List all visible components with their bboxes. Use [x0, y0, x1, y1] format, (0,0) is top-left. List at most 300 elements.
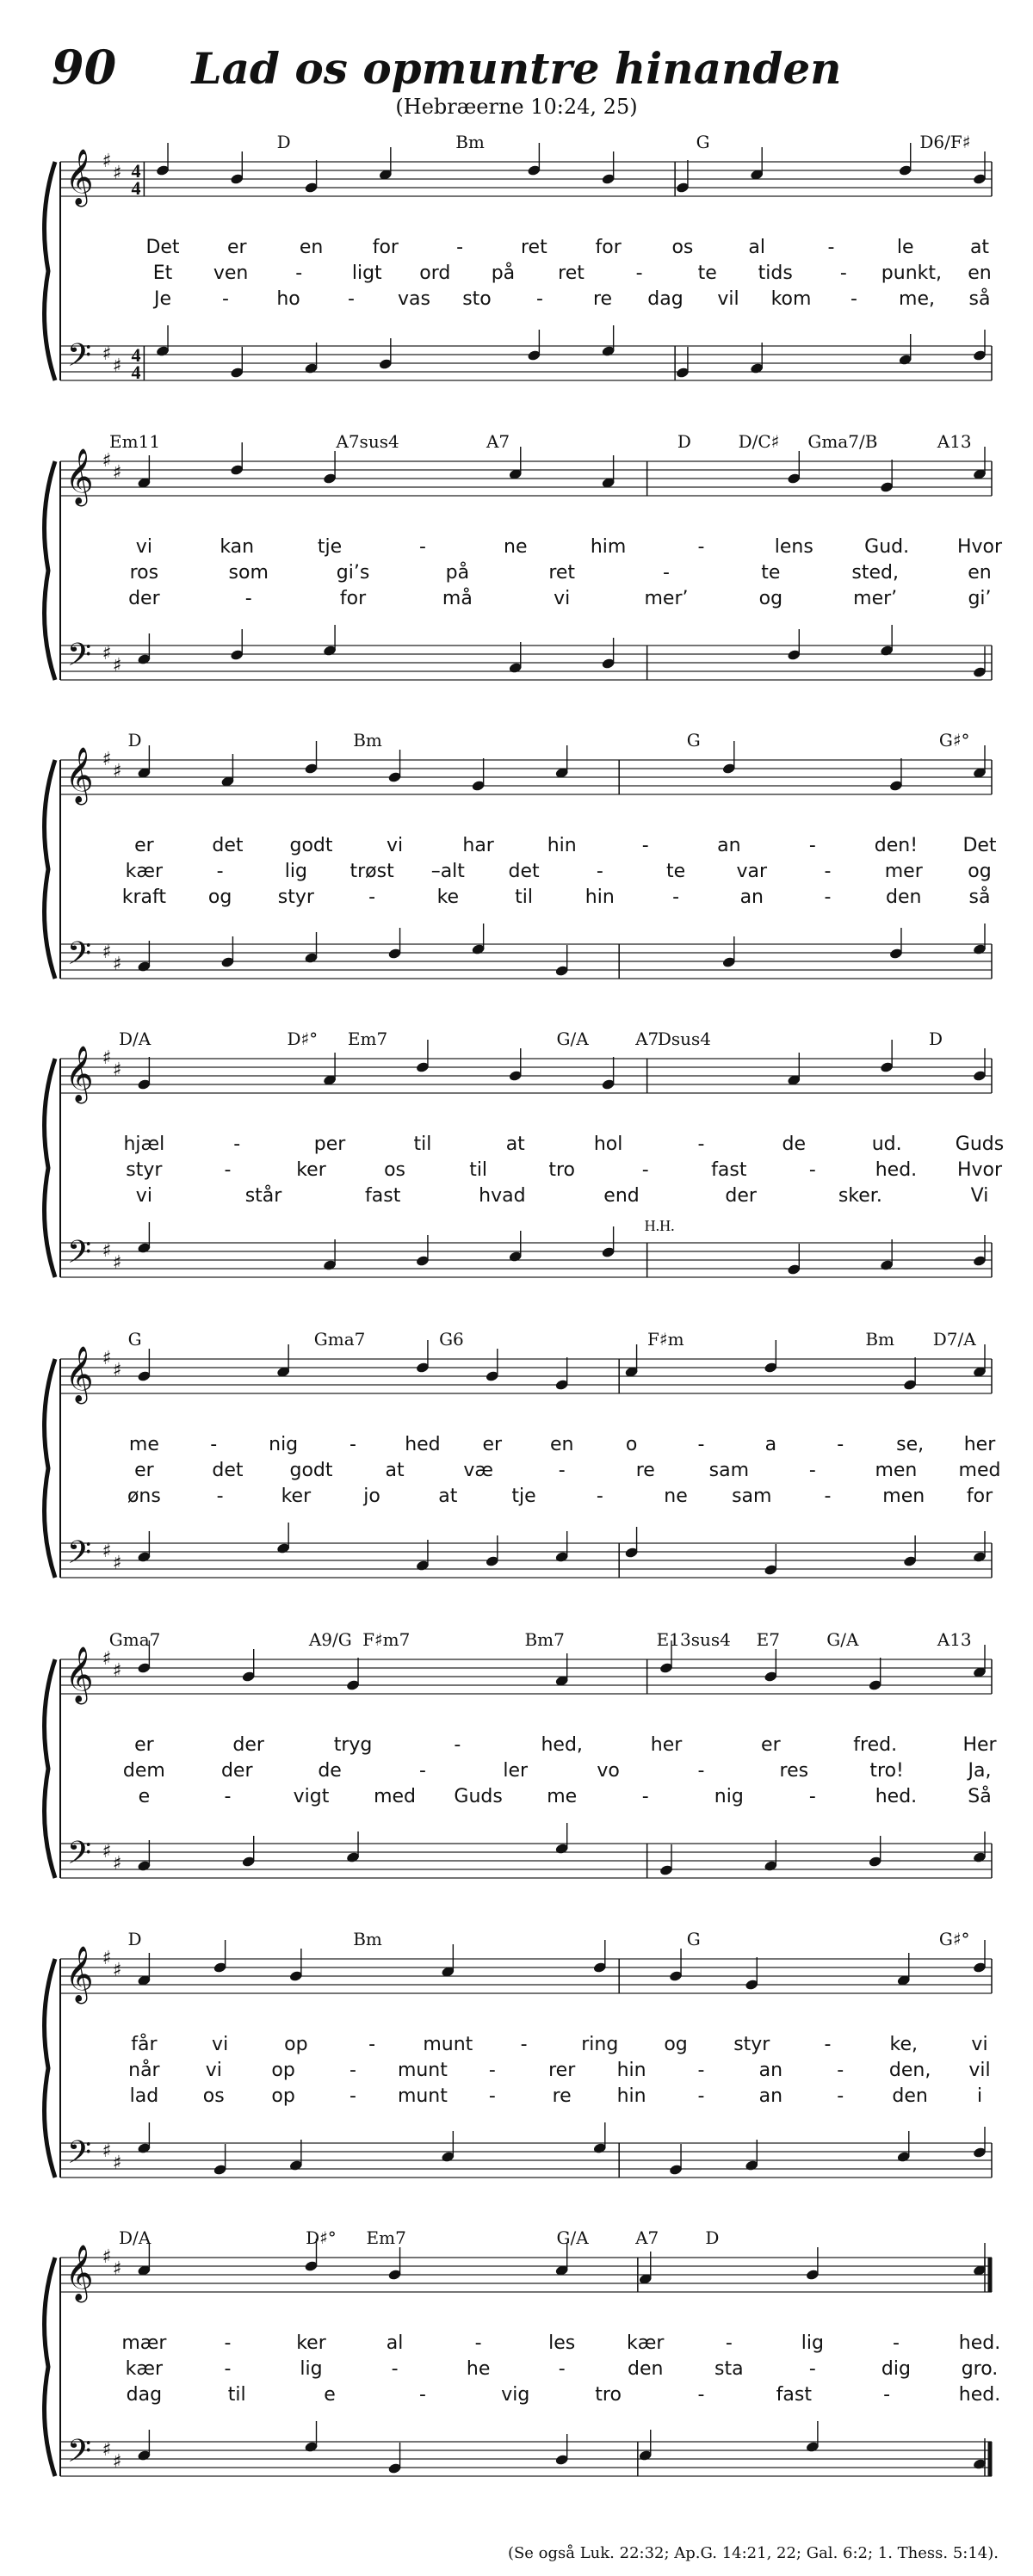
lyric-syllable: –alt: [430, 861, 465, 882]
lyric-syllable: an: [758, 2085, 783, 2107]
lyric-syllable: -: [808, 835, 816, 856]
lyric-syllable: munt: [397, 2060, 448, 2081]
lyric-syllable: tids: [758, 263, 793, 284]
lyric-syllable: hed.: [875, 1786, 918, 1807]
chord-symbol: Em11: [109, 431, 161, 452]
lyric-syllable: -: [641, 835, 649, 856]
chord-symbol: G♯°: [938, 730, 970, 751]
lyric-syllable: mer’: [644, 588, 689, 609]
key-sharp: ♯: [112, 655, 122, 676]
lyric-syllable: tro!: [869, 1760, 904, 1782]
time-signature-top: 4: [131, 344, 141, 366]
lyric-syllable: -: [224, 1159, 232, 1181]
lyric-syllable: kær: [627, 2332, 665, 2354]
lyric-syllable: -: [697, 1134, 705, 1155]
chord-symbol: D♯°: [306, 2227, 337, 2248]
lyric-syllable: kan: [220, 536, 255, 558]
lyric-syllable: e: [324, 2384, 336, 2406]
lyric-syllable: men: [882, 1486, 925, 1507]
lyric-syllable: -: [808, 1159, 816, 1181]
key-sharp: ♯: [112, 1553, 122, 1574]
lyric-syllable: det: [212, 1460, 244, 1481]
key-sharp: ♯: [102, 343, 112, 365]
lyric-syllable: res: [779, 1760, 809, 1782]
lyric-syllable: tryg: [333, 1734, 373, 1756]
lyric-syllable: -: [418, 536, 426, 558]
lyric-syllable: he: [466, 2358, 491, 2380]
lyric-syllable: tje: [511, 1486, 536, 1507]
lyric-syllable: her: [963, 1434, 996, 1455]
time-signature-bottom: 4: [131, 177, 141, 199]
lyric-syllable: kom: [770, 288, 812, 310]
lyric-syllable: te: [697, 263, 717, 284]
lyric-syllable: ker: [296, 2332, 326, 2354]
lyric-syllable: på: [491, 263, 516, 284]
lyric-syllable: mer’: [853, 588, 898, 609]
chord-symbol: A13: [937, 431, 972, 452]
lyric-syllable: væ: [463, 1460, 493, 1481]
lyric-syllable: Det: [962, 835, 997, 856]
chord-symbol: A13: [937, 1629, 972, 1650]
lyric-syllable: -: [224, 1786, 232, 1807]
bass-clef-icon: 𝄢: [66, 1535, 92, 1578]
lyric-syllable: -: [824, 2034, 832, 2055]
lyric-syllable: -: [697, 2384, 705, 2406]
lyric-syllable: ne: [664, 1486, 688, 1507]
lyric-syllable: hin: [616, 2085, 646, 2107]
lyric-syllable: him: [590, 536, 627, 558]
lyric-syllable: -: [824, 1486, 832, 1507]
lyric-syllable: var: [736, 861, 768, 882]
brace: [45, 162, 56, 380]
lyric-syllable: -: [456, 237, 464, 258]
lyric-syllable: Guds: [454, 1786, 503, 1807]
lyric-syllable: -: [725, 2332, 733, 2354]
lyric-syllable: med: [374, 1786, 417, 1807]
lyric-syllable: sto: [462, 288, 492, 310]
lyric-syllable: tro: [548, 1159, 576, 1181]
lyric-syllable: re: [552, 2085, 572, 2107]
lyric-syllable: hin: [616, 2060, 646, 2081]
lyric-syllable: står: [244, 1185, 282, 1207]
key-sharp: ♯: [112, 1360, 122, 1381]
chord-symbol: G: [686, 1929, 701, 1949]
lyric-syllable: -: [418, 1760, 426, 1782]
lyric-syllable: me: [128, 1434, 159, 1455]
lyric-syllable: lig: [801, 2332, 824, 2354]
key-sharp: ♯: [112, 2451, 122, 2473]
lyric-syllable: ring: [581, 2034, 619, 2055]
lyric-syllable: er: [761, 1734, 781, 1756]
lyric-syllable: fred.: [853, 1734, 898, 1756]
lyric-syllable: -: [697, 2060, 705, 2081]
lyric-syllable: rer: [548, 2060, 576, 2081]
lyric-syllable: sker.: [838, 1185, 882, 1207]
key-sharp: ♯: [112, 1660, 122, 1682]
chord-symbol: G: [127, 1329, 142, 1350]
chord-symbol: D: [929, 1029, 943, 1049]
lyric-syllable: her: [650, 1734, 683, 1756]
lyric-syllable: dem: [122, 1760, 165, 1782]
lyric-syllable: vi: [554, 588, 571, 609]
hymn-title: Lad os opmuntre hinanden: [191, 43, 842, 94]
lyric-syllable: en: [299, 237, 324, 258]
lyric-syllable: de: [782, 1134, 807, 1155]
lyric-syllable: på: [445, 562, 470, 584]
lyric-syllable: gro.: [961, 2358, 999, 2380]
lyric-syllable: styr: [126, 1159, 163, 1181]
lyric-syllable: -: [224, 2358, 232, 2380]
key-sharp: ♯: [102, 643, 112, 664]
lyric-syllable: -: [349, 1434, 357, 1455]
bass-clef-icon: 𝄢: [66, 1234, 92, 1278]
lyric-syllable: de: [318, 1760, 342, 1782]
lyric-syllable: en: [968, 263, 992, 284]
lyric-syllable: der: [232, 1734, 264, 1756]
lyric-syllable: o: [625, 1434, 638, 1455]
lyric-syllable: lig: [300, 2358, 323, 2380]
lyric-syllable: re: [635, 1460, 655, 1481]
key-sharp: ♯: [102, 2140, 112, 2162]
key-sharp: ♯: [112, 163, 122, 184]
lyric-syllable: os: [384, 1159, 406, 1181]
lyric-syllable: nig: [714, 1786, 744, 1807]
lyric-syllable: -: [488, 2060, 496, 2081]
lyric-syllable: les: [548, 2332, 576, 2354]
lyric-syllable: den,: [888, 2060, 931, 2081]
lyric-syllable: og: [968, 861, 992, 882]
lyric-syllable: a: [764, 1434, 777, 1455]
lyric-syllable: ke: [436, 886, 460, 908]
lyric-syllable: sam: [732, 1486, 772, 1507]
chord-symbol: A7: [635, 2227, 659, 2248]
lyric-syllable: op: [284, 2034, 308, 2055]
lyric-syllable: har: [462, 835, 494, 856]
lyric-syllable: styr: [733, 2034, 770, 2055]
chord-symbol: D/A: [118, 2227, 152, 2248]
lyric-syllable: al: [748, 237, 765, 258]
chord-symbol: Bm: [865, 1329, 894, 1350]
lyric-syllable: sted,: [851, 562, 899, 584]
lyric-syllable: Det: [145, 237, 180, 258]
lyric-syllable: os: [202, 2085, 225, 2107]
chord-symbol: G♯°: [938, 1929, 970, 1949]
chord-symbol: D/C♯: [738, 431, 780, 452]
chord-symbol: G/A: [826, 1629, 859, 1650]
lyric-syllable: -: [883, 2384, 891, 2406]
key-sharp: ♯: [102, 1648, 112, 1670]
lyric-syllable: hin: [585, 886, 615, 908]
chord-symbol: F♯m7: [362, 1629, 411, 1650]
lyric-syllable: at: [438, 1486, 458, 1507]
lyric-syllable: end: [603, 1185, 640, 1207]
treble-clef-icon: 𝄞: [65, 448, 94, 504]
lyric-syllable: -: [892, 2332, 900, 2354]
chord-symbol: G/A: [556, 2227, 589, 2248]
chord-symbol: A7: [486, 431, 510, 452]
key-sharp: ♯: [112, 1853, 122, 1875]
key-sharp: ♯: [102, 749, 112, 770]
lyric-syllable: -: [827, 237, 835, 258]
treble-clef-icon: 𝄞: [65, 1046, 94, 1102]
chord-symbol: E7: [756, 1629, 780, 1650]
lyric-syllable: op: [271, 2085, 295, 2107]
lyric-syllable: vas: [398, 288, 430, 310]
lyric-syllable: ord: [419, 263, 451, 284]
lyric-syllable: sta: [714, 2358, 744, 2380]
lyric-syllable: -: [824, 861, 832, 882]
lyric-syllable: Ja,: [968, 1760, 992, 1782]
lyric-syllable: ligt: [351, 263, 382, 284]
chord-symbol: A7: [635, 1029, 659, 1049]
key-sharp: ♯: [102, 450, 112, 472]
lyric-syllable: hed.: [875, 1159, 918, 1181]
lyric-syllable: er: [226, 237, 247, 258]
lyric-syllable: Guds: [955, 1134, 1005, 1155]
lyric-syllable: der: [725, 1185, 757, 1207]
chord-symbol: Bm: [353, 1929, 382, 1949]
lyric-syllable: vo: [597, 1760, 620, 1782]
treble-clef-icon: 𝄞: [65, 747, 94, 803]
lyric-syllable: te: [761, 562, 781, 584]
lyric-syllable: kær: [125, 2358, 164, 2380]
lyric-syllable: det: [508, 861, 540, 882]
hymn-number: 90: [52, 40, 117, 95]
lyric-syllable: -: [808, 1786, 816, 1807]
lyric-syllable: fast: [776, 2384, 812, 2406]
lyric-syllable: ret: [558, 263, 585, 284]
lyric-syllable: vig: [501, 2384, 530, 2406]
lyric-syllable: -: [418, 2384, 426, 2406]
lyric-syllable: vil: [717, 288, 739, 310]
lyric-syllable: -: [474, 2332, 482, 2354]
key-sharp: ♯: [102, 2246, 112, 2268]
lyric-syllable: -: [222, 288, 229, 310]
chord-symbol: D♯°: [287, 1029, 319, 1049]
lyric-syllable: Et: [152, 263, 173, 284]
lyric-syllable: fast: [711, 1159, 747, 1181]
lyric-syllable: -: [697, 1760, 705, 1782]
lyric-syllable: ros: [129, 562, 159, 584]
key-sharp: ♯: [102, 1948, 112, 1969]
lyric-syllable: me: [547, 1786, 578, 1807]
lyric-syllable: i: [976, 2085, 983, 2107]
lyric-syllable: gi’s: [336, 562, 370, 584]
lyric-syllable: te: [665, 861, 686, 882]
chord-symbol: Bm: [455, 132, 485, 152]
lyric-syllable: an: [739, 886, 764, 908]
lyric-syllable: munt: [397, 2085, 448, 2107]
lyric-syllable: den!: [874, 835, 919, 856]
lyric-syllable: lad: [129, 2085, 159, 2107]
lyric-syllable: hed.: [958, 2384, 1001, 2406]
lyric-syllable: le: [896, 237, 914, 258]
lyric-syllable: mær: [121, 2332, 167, 2354]
lyric-syllable: øns: [127, 1486, 161, 1507]
lyric-syllable: -: [808, 1460, 816, 1481]
lyric-syllable: er: [482, 1434, 503, 1455]
lyric-syllable: Her: [962, 1734, 997, 1756]
brace: [45, 1359, 56, 1578]
key-sharp: ♯: [102, 2439, 112, 2461]
lyric-syllable: hvad: [479, 1185, 526, 1207]
lyric-syllable: e: [138, 1786, 151, 1807]
lyric-syllable: -: [391, 2358, 399, 2380]
lyric-syllable: til: [413, 1134, 432, 1155]
lyric-syllable: Så: [968, 1786, 992, 1807]
lyric-syllable: at: [505, 1134, 525, 1155]
lyric-syllable: lig: [284, 861, 307, 882]
key-sharp: ♯: [102, 1240, 112, 1262]
lyric-syllable: -: [672, 886, 680, 908]
lyric-syllable: er: [134, 835, 154, 856]
lyric-syllable: til: [469, 1159, 488, 1181]
lyric-syllable: der: [220, 1760, 253, 1782]
brace: [45, 760, 56, 979]
lyric-syllable: -: [641, 1786, 649, 1807]
key-sharp: ♯: [102, 1348, 112, 1369]
chord-symbol: Bm7: [524, 1629, 565, 1650]
lyric-syllable: ler: [503, 1760, 529, 1782]
lyric-syllable: ven: [213, 263, 249, 284]
lyric-syllable: lens: [774, 536, 813, 558]
lyric-syllable: fast: [365, 1185, 401, 1207]
footer-references: (Se også Luk. 22:32; Ap.G. 14:21, 22; Gal. 6:2; 1. Thess. 5:14).: [507, 2544, 999, 2562]
key-sharp: ♯: [112, 954, 122, 975]
lyric-syllable: for: [595, 237, 622, 258]
key-sharp: ♯: [112, 2153, 122, 2174]
lyric-syllable: -: [368, 2034, 376, 2055]
lyric-syllable: og: [664, 2034, 688, 2055]
lyric-syllable: -: [596, 1486, 603, 1507]
lyric-syllable: vigt: [293, 1786, 330, 1807]
lyric-syllable: Gud.: [864, 536, 910, 558]
lyric-syllable: dag: [126, 2384, 163, 2406]
lyric-syllable: -: [837, 1434, 844, 1455]
chord-symbol: A7sus4: [336, 431, 399, 452]
hh-marking: H.H.: [644, 1217, 675, 1234]
lyric-syllable: hed,: [541, 1734, 583, 1756]
lyric-syllable: tro: [595, 2384, 622, 2406]
lyric-syllable: se,: [896, 1434, 925, 1455]
lyric-syllable: ret: [548, 562, 576, 584]
brace: [45, 1659, 56, 1878]
lyric-syllable: -: [808, 2358, 816, 2380]
lyric-syllable: -: [558, 2358, 566, 2380]
lyric-syllable: Hvor: [956, 1159, 1003, 1181]
lyric-syllable: og: [758, 588, 783, 609]
lyric-syllable: med: [958, 1460, 1001, 1481]
chord-symbol: F♯m: [647, 1329, 684, 1350]
key-sharp: ♯: [112, 761, 122, 782]
lyric-syllable: den: [886, 886, 922, 908]
lyric-syllable: kraft: [121, 886, 167, 908]
lyric-syllable: sam: [708, 1460, 750, 1481]
lyric-syllable: for: [372, 237, 399, 258]
chord-symbol: Em7: [347, 1029, 388, 1049]
lyric-syllable: vi: [135, 536, 152, 558]
lyric-syllable: -: [851, 288, 857, 310]
lyric-syllable: -: [520, 2034, 528, 2055]
lyric-syllable: hol: [593, 1134, 623, 1155]
key-sharp: ♯: [112, 2258, 122, 2280]
lyric-syllable: hed: [405, 1434, 441, 1455]
lyric-syllable: som: [228, 562, 269, 584]
lyric-syllable: kær: [125, 861, 164, 882]
chord-symbol: D: [705, 2227, 720, 2248]
chord-symbol: D6/F♯: [919, 132, 971, 152]
lyric-syllable: me,: [899, 288, 935, 310]
lyric-syllable: -: [349, 2085, 357, 2107]
treble-clef-icon: 𝄞: [65, 1346, 94, 1402]
lyric-syllable: hin: [547, 835, 577, 856]
lyric-syllable: ke,: [889, 2034, 919, 2055]
lyric-syllable: godt: [289, 835, 333, 856]
lyric-syllable: for: [966, 1486, 993, 1507]
lyric-syllable: det: [212, 835, 244, 856]
lyric-syllable: for: [339, 588, 367, 609]
lyric-syllable: til: [227, 2384, 246, 2406]
lyric-syllable: ker: [296, 1159, 326, 1181]
bass-clef-icon: 𝄢: [66, 637, 92, 681]
key-sharp: ♯: [112, 1960, 122, 1981]
lyric-syllable: en: [549, 1434, 574, 1455]
lyric-syllable: -: [210, 1434, 218, 1455]
lyric-syllable: nig: [269, 1434, 299, 1455]
bass-clef-icon: 𝄢: [66, 1835, 92, 1879]
lyric-syllable: -: [641, 1159, 649, 1181]
key-sharp: ♯: [102, 1841, 112, 1863]
lyric-syllable: per: [313, 1134, 346, 1155]
chord-symbol: Gma7: [108, 1629, 161, 1650]
lyric-syllable: vi: [386, 835, 404, 856]
chord-symbol: Gma7: [313, 1329, 366, 1350]
lyric-syllable: hjæl: [123, 1134, 165, 1155]
bass-clef-icon: 𝄢: [66, 2134, 92, 2178]
lyric-syllable: får: [131, 2034, 158, 2055]
lyric-syllable: munt: [423, 2034, 473, 2055]
lyric-syllable: -: [837, 2085, 844, 2107]
lyric-syllable: er: [134, 1460, 154, 1481]
lyric-syllable: an: [717, 835, 741, 856]
key-sharp: ♯: [112, 355, 122, 377]
lyric-syllable: der: [128, 588, 160, 609]
lyric-syllable: -: [697, 2085, 705, 2107]
lyric-syllable: an: [758, 2060, 783, 2081]
lyric-syllable: godt: [289, 1460, 333, 1481]
lyric-syllable: så: [968, 288, 991, 310]
lyric-syllable: ho: [276, 288, 300, 310]
chord-symbol: E13sus4: [656, 1629, 731, 1650]
lyric-syllable: -: [663, 562, 670, 584]
lyric-syllable: ud.: [871, 1134, 902, 1155]
lyric-syllable: den: [628, 2358, 664, 2380]
lyric-syllable: gi’: [968, 588, 992, 609]
lyric-syllable: -: [348, 288, 355, 310]
bass-clef-icon: 𝄢: [66, 936, 92, 979]
lyric-syllable: -: [837, 2060, 844, 2081]
chord-symbol: Gma7/B: [807, 431, 878, 452]
lyric-syllable: -: [233, 1134, 241, 1155]
lyric-syllable: trøst: [349, 861, 394, 882]
lyric-syllable: -: [224, 2332, 232, 2354]
lyric-syllable: at: [969, 237, 990, 258]
lyric-syllable: styr: [277, 886, 314, 908]
chord-symbol: G6: [439, 1329, 464, 1350]
lyric-syllable: vi: [212, 2034, 229, 2055]
lyric-syllable: al: [386, 2332, 404, 2354]
lyric-syllable: vil: [968, 2060, 991, 2081]
